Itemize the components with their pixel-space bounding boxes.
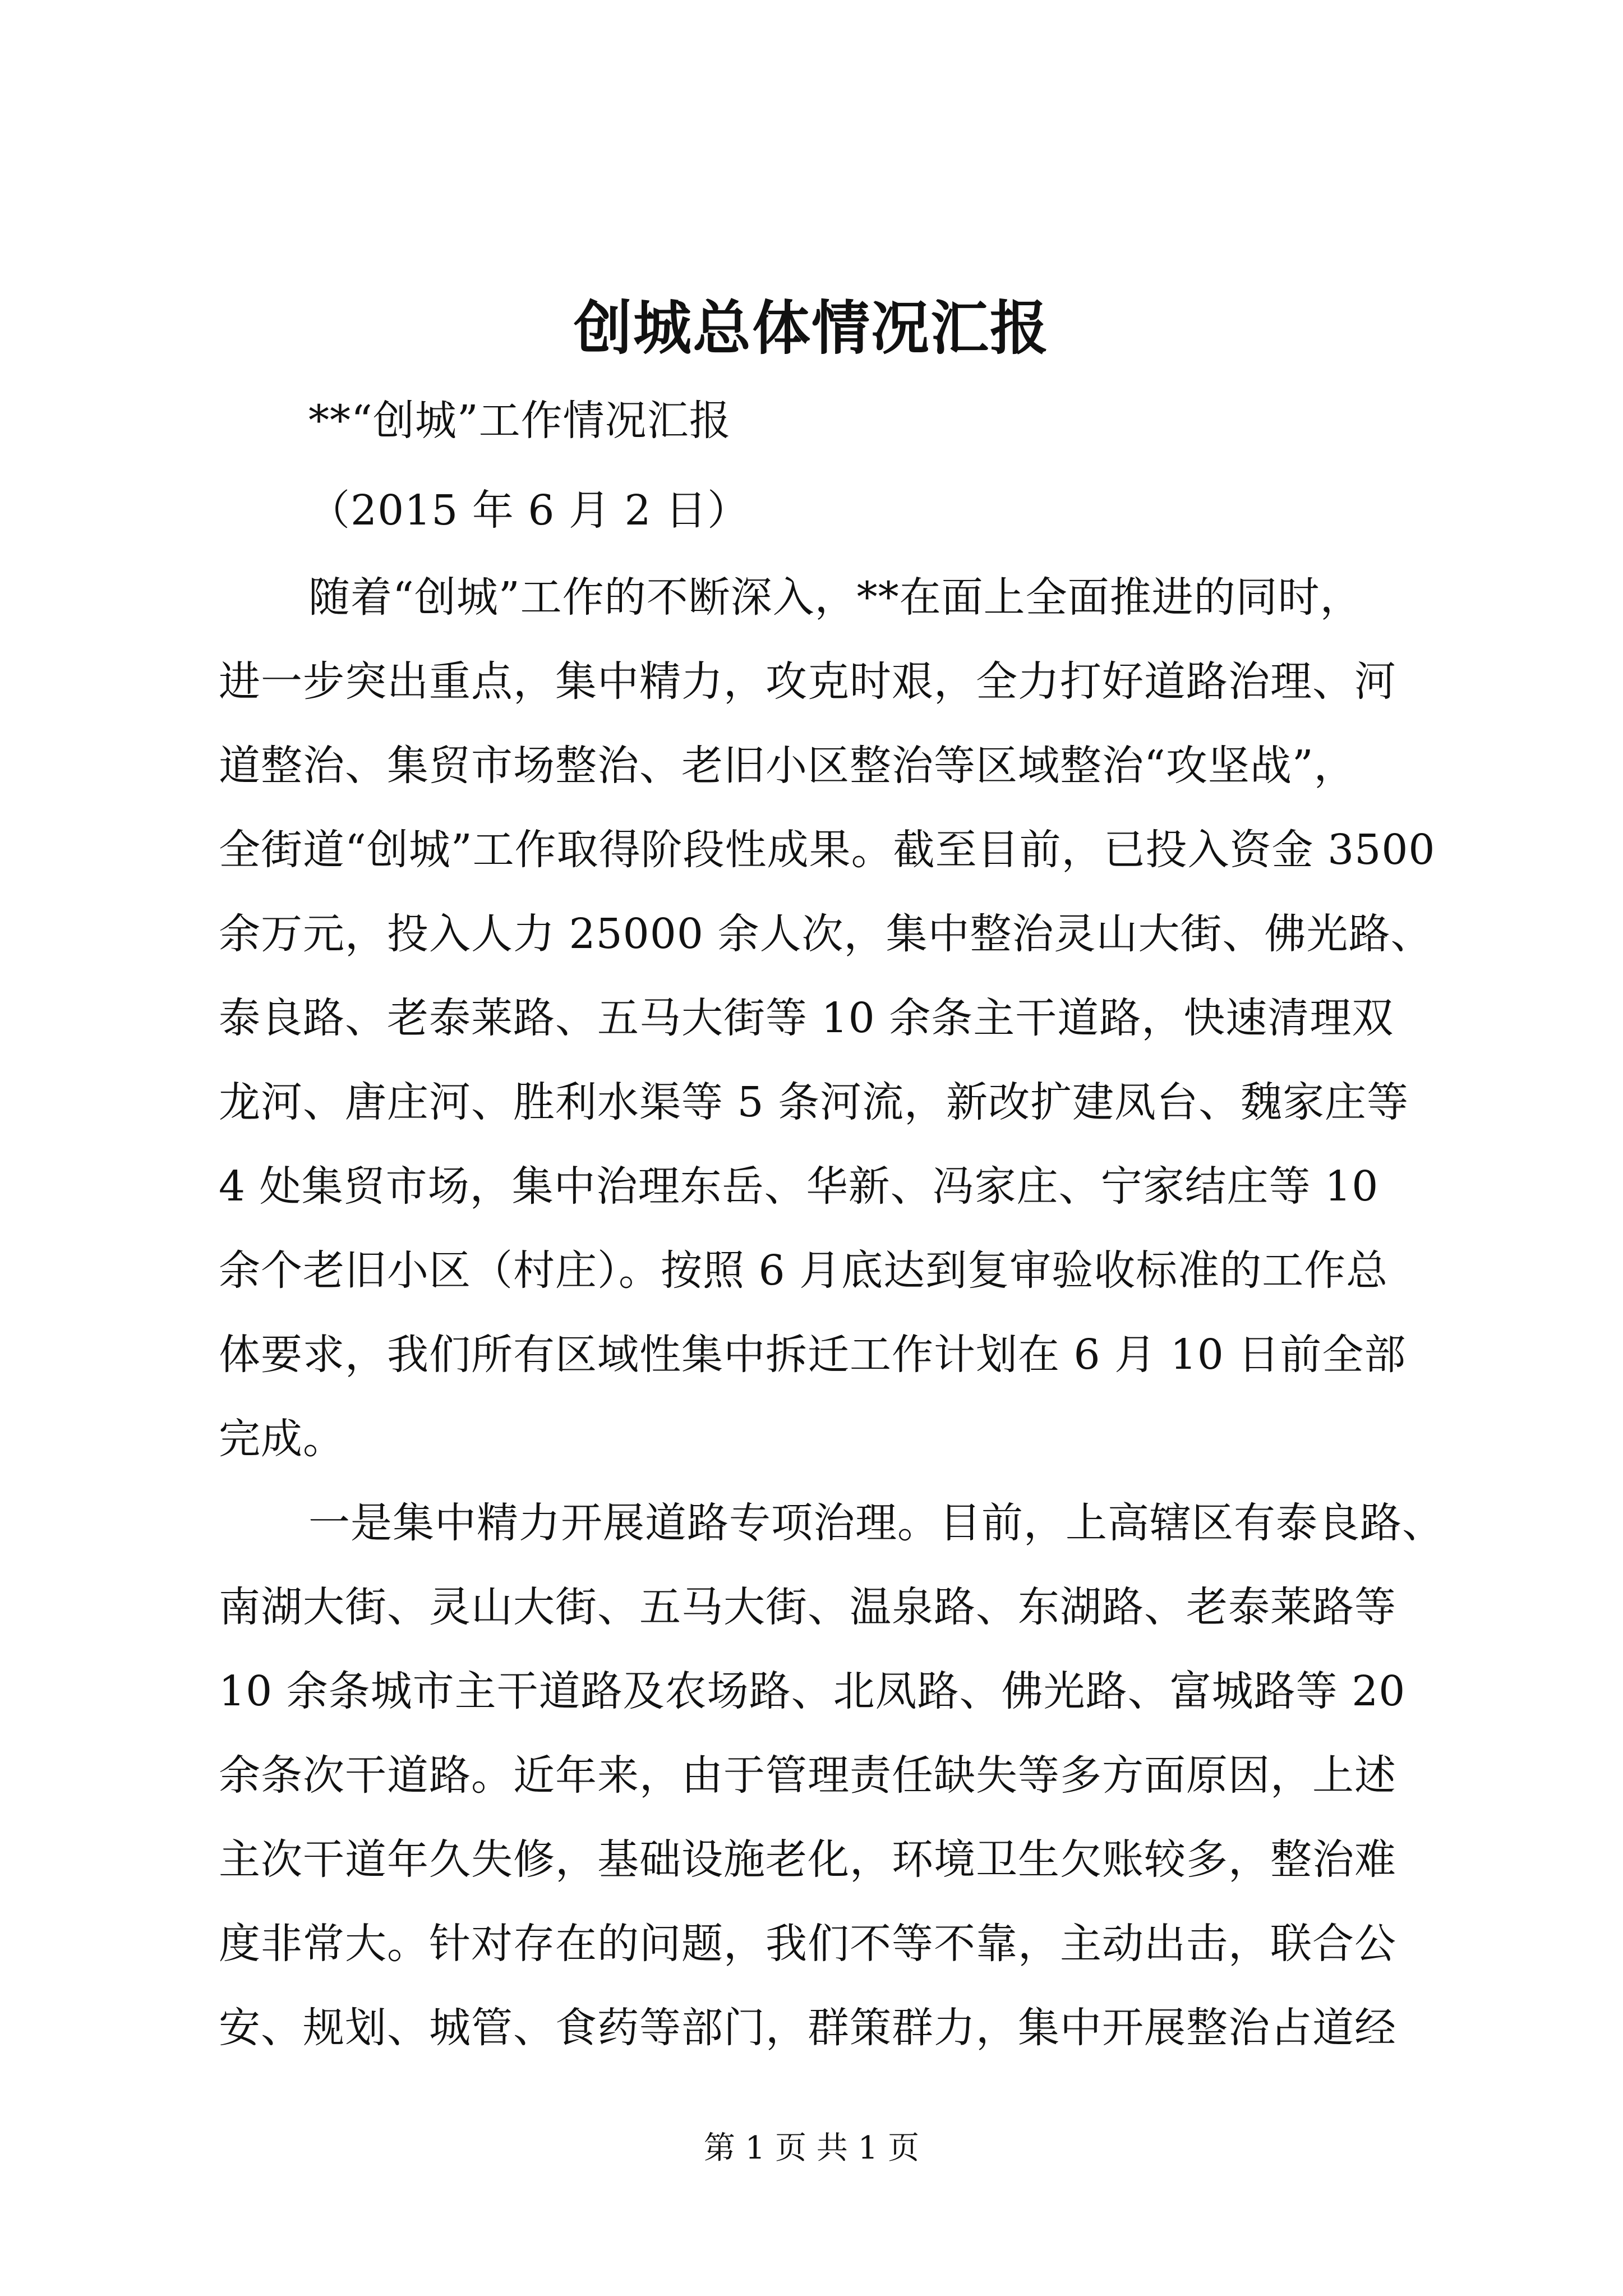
- paragraph-1-line: 4 处集贸市场，集中治理东岳、华新、冯家庄、宁家结庄等 10: [219, 1162, 1379, 1211]
- paragraph-2-line: 安、规划、城管、食药等部门，群策群力，集中开展整治占道经: [219, 2004, 1396, 2052]
- paragraph-1-line: 进一步突出重点，集中精力，攻克时艰，全力打好道路治理、河: [219, 657, 1396, 706]
- paragraph-2-line: 南湖大街、灵山大街、五马大街、温泉路、东湖路、老泰莱路等: [219, 1583, 1396, 1631]
- page-footer: 第 1 页 共 1 页: [703, 2130, 920, 2166]
- document-subtitle: **“创城”工作情况汇报: [308, 397, 731, 445]
- paragraph-1-line: 全街道“创城”工作取得阶段性成果。截至目前，已投入资金 3500: [219, 826, 1436, 874]
- paragraph-1-line: 龙河、唐庄河、胜利水渠等 5 条河流，新改扩建凤台、魏家庄等: [219, 1078, 1409, 1126]
- document-title: 创城总体情况汇报: [573, 293, 1049, 362]
- paragraph-1-line: 完成。: [219, 1415, 345, 1463]
- paragraph-2-line: 余条次干道路。近年来，由于管理责任缺失等多方面原因，上述: [219, 1751, 1396, 1800]
- paragraph-2-line: 一是集中精力开展道路专项治理。目前，上高辖区有泰良路、: [308, 1499, 1444, 1547]
- paragraph-1-line: 体要求，我们所有区域性集中拆迁工作计划在 6 月 10 日前全部: [219, 1331, 1407, 1379]
- paragraph-1-line: 泰良路、老泰莱路、五马大街等 10 余条主干道路，快速清理双: [219, 994, 1394, 1042]
- document-date: （2015 年 6 月 2 日）: [308, 486, 750, 535]
- paragraph-2-line: 度非常大。针对存在的问题，我们不等不靠，主动出击，联合公: [219, 1920, 1396, 1968]
- paragraph-1-line: 余万元，投入人力 25000 余人次，集中整治灵山大街、佛光路、: [219, 910, 1433, 958]
- paragraph-1-line: 随着“创城”工作的不断深入，**在面上全面推进的同时，: [308, 573, 1362, 622]
- paragraph-1-line: 余个老旧小区（村庄）。按照 6 月底达到复审验收标准的工作总: [219, 1246, 1389, 1295]
- paragraph-2-line: 10 余条城市主干道路及农场路、北凤路、佛光路、富城路等 20: [219, 1667, 1406, 1715]
- paragraph-1-line: 道整治、集贸市场整治、老旧小区整治等区域整治“攻坚战”，: [219, 742, 1356, 790]
- paragraph-2-line: 主次干道年久失修，基础设施老化，环境卫生欠账较多，整治难: [219, 1835, 1396, 1884]
